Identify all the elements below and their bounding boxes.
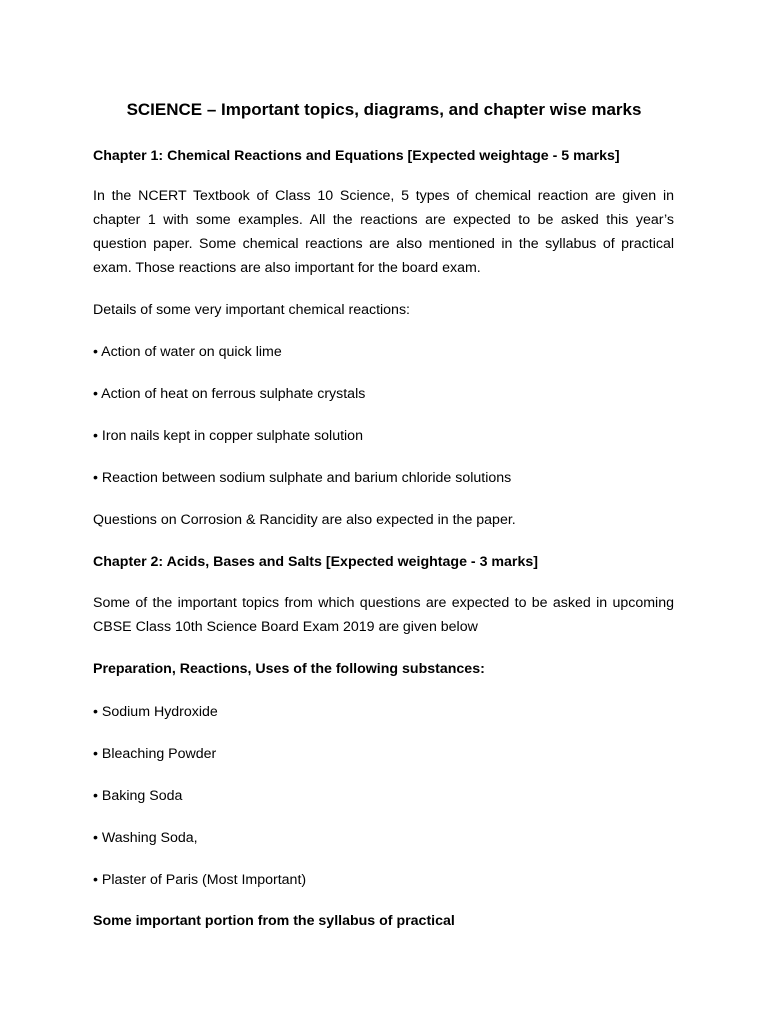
list-item: • Action of heat on ferrous sulphate crystals xyxy=(93,386,366,402)
page-title: SCIENCE – Important topics, diagrams, and chapter wise marks xyxy=(126,100,642,119)
chapter-2-intro: Some of the important topics from which questions are expected to be asked in upcoming CBSE Class 10th Science Board Exam 2019 are given below xyxy=(93,595,674,635)
reactions-details-label: Details of some very important chemical reactions: xyxy=(93,302,410,318)
list-item: • Reaction between sodium sulphate and barium chloride solutions xyxy=(93,470,512,486)
list-item: • Plaster of Paris (Most Important) xyxy=(93,872,307,888)
chapter-1-note: Questions on Corrosion & Rancidity are also expected in the paper. xyxy=(93,512,516,528)
list-item: • Iron nails kept in copper sulphate solution xyxy=(93,428,363,444)
list-item: • Sodium Hydroxide xyxy=(93,704,218,720)
practical-heading: Some important portion from the syllabus of practical xyxy=(93,913,455,929)
list-item: • Baking Soda xyxy=(93,788,183,804)
chapter-2-heading: Chapter 2: Acids, Bases and Salts [Expected weightage - 3 marks] xyxy=(93,554,538,570)
list-item: • Bleaching Powder xyxy=(93,746,217,762)
chapter-1-heading: Chapter 1: Chemical Reactions and Equations [Expected weightage - 5 marks] xyxy=(93,148,620,164)
list-item: • Washing Soda, xyxy=(93,830,198,846)
list-item: • Action of water on quick lime xyxy=(93,344,282,360)
substances-heading: Preparation, Reactions, Uses of the following substances: xyxy=(93,661,485,677)
chapter-1-intro: In the NCERT Textbook of Class 10 Science, 5 types of chemical reaction are given in chapter 1 with some examples. All the reactions are expected to be asked this year’s question paper. Some chemical reactions are also mentioned in the syllabus of practical exam. Those reactions are also important for the board exam. xyxy=(93,188,674,276)
